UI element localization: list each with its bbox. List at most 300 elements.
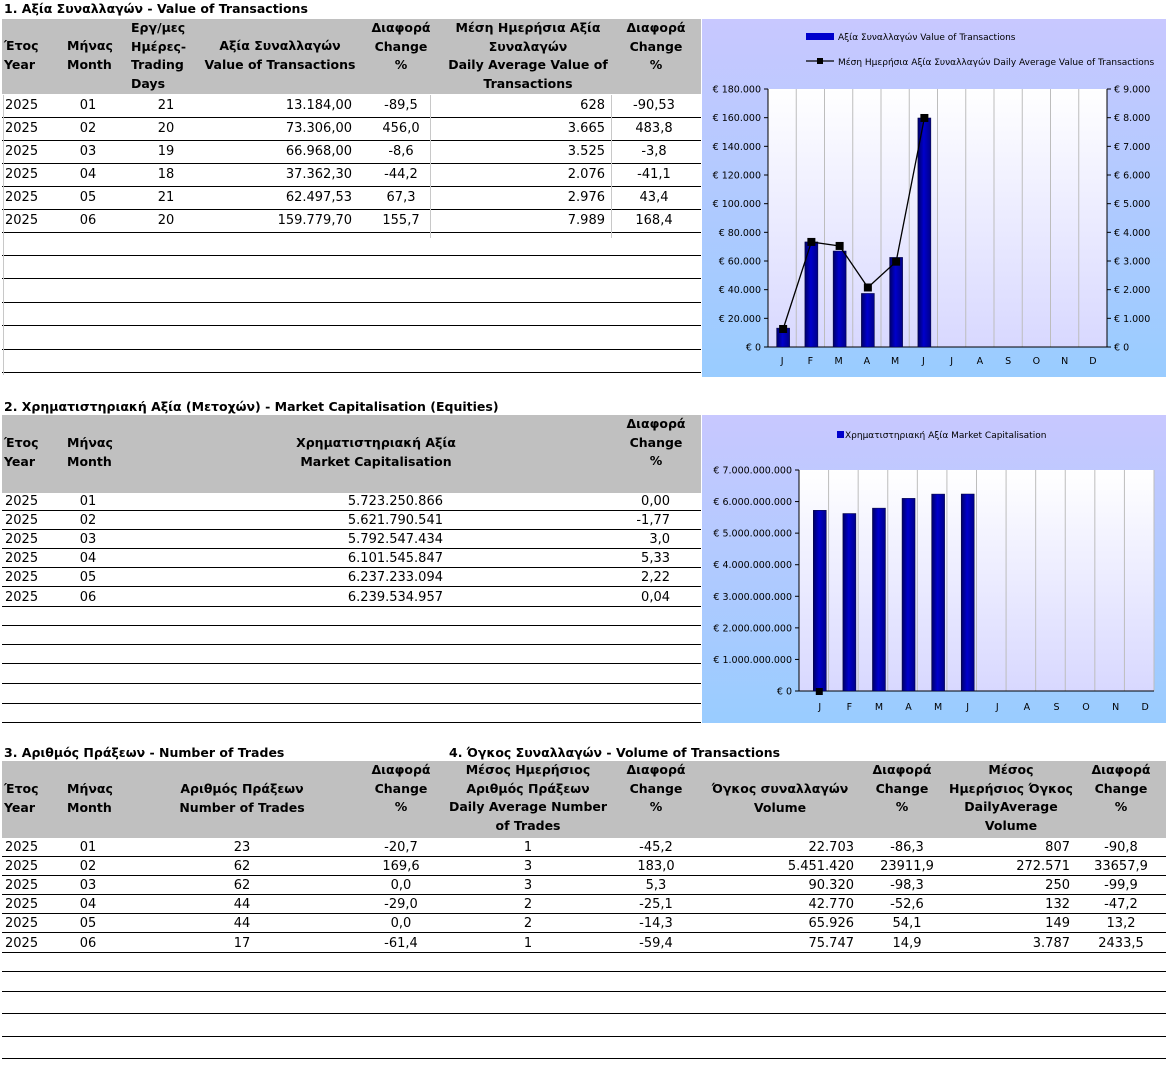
- table-row: [2, 549, 701, 568]
- legend-bar-swatch: [806, 33, 834, 40]
- market-cap-chart-svg: [702, 415, 1166, 723]
- y2-tick-label: € 0: [1114, 342, 1130, 354]
- cell-year: 2025: [5, 859, 39, 874]
- y-tick-label: € 3.000.000.000: [713, 591, 792, 603]
- table-row: [2, 568, 701, 587]
- header-change-line: Διαφορά: [371, 20, 431, 35]
- cell-month: 05: [79, 916, 97, 931]
- cell-month: 03: [79, 878, 97, 893]
- line-marker: [836, 242, 844, 250]
- cell-month: 01: [79, 840, 97, 855]
- cell-trades-change: -61,4: [384, 936, 418, 951]
- cell-daily-avg-volume-change: 2433,5: [1098, 936, 1144, 951]
- x-tick-label: D: [1141, 702, 1149, 713]
- cell-daily-average: 3.665: [567, 121, 605, 136]
- header-daily-average: [448, 19, 608, 93]
- cell-trading-days: 20: [157, 213, 175, 228]
- header-number-of-trades-line: Number of Trades: [179, 799, 305, 815]
- table-row: [2, 914, 1166, 933]
- bar: [918, 118, 931, 347]
- y-tick-label: € 160.000: [712, 113, 761, 125]
- bar: [813, 510, 826, 691]
- table-row: [2, 530, 701, 549]
- y2-tick-label: € 3.000: [1114, 256, 1151, 268]
- row-divider: [2, 683, 701, 684]
- cell-change: -44,2: [384, 167, 418, 182]
- row-divider: [2, 644, 701, 645]
- table-row: [2, 95, 701, 118]
- cell-trading-days: 20: [157, 121, 175, 136]
- cell-month: 02: [79, 513, 97, 528]
- y2-tick-label: € 5.000: [1114, 199, 1151, 211]
- header-month-line: Μήνας: [67, 38, 113, 53]
- cell-daily-avg-volume-change: -47,2: [1104, 897, 1138, 912]
- header-volume-change-line: Change: [875, 780, 929, 796]
- header-trading-days-line: Trading: [131, 57, 184, 72]
- row-divider: [2, 278, 701, 279]
- cell-daily-avg-volume-change: -90,8: [1104, 840, 1138, 855]
- row-divider: [2, 1036, 1166, 1037]
- row-divider: [2, 971, 1166, 972]
- cell-year: 2025: [5, 840, 39, 855]
- header-daily-avg-trades-change: [626, 761, 685, 817]
- line-marker: [779, 325, 787, 333]
- x-tick-label: J: [780, 356, 784, 367]
- header-daily-avg-volume-change-line: Change: [1094, 780, 1148, 796]
- cell-daily-avg-trades-change: 183,0: [637, 859, 675, 874]
- header-change-line: Διαφορά: [626, 416, 686, 431]
- x-tick-label: J: [950, 356, 954, 367]
- header-month-line: Μήνας: [67, 435, 113, 450]
- x-tick-label: O: [1082, 702, 1090, 713]
- y-tick-label: € 1.000.000.000: [713, 654, 792, 666]
- cell-daily-avg-volume: 272.571: [1016, 859, 1070, 874]
- column-separator: [430, 95, 431, 238]
- header-month: [67, 780, 113, 817]
- header-daily-avg-trades-change-line: Change: [629, 780, 683, 796]
- bar: [961, 494, 974, 691]
- cell-year: 2025: [5, 98, 39, 113]
- table-row: [2, 895, 1166, 914]
- cell-daily-avg-volume-change: 13,2: [1106, 916, 1136, 931]
- x-tick-label: A: [905, 702, 912, 713]
- header-change: [626, 415, 685, 471]
- legend-line-marker: [817, 58, 823, 64]
- row-divider: [2, 232, 701, 233]
- header-year-line: Year: [4, 56, 35, 72]
- header-daily-avg-volume-line: DailyAverage: [964, 799, 1058, 814]
- header-change-avg-line: Change: [629, 38, 683, 54]
- cell-daily-average: 628: [580, 98, 605, 113]
- y-tick-label: € 100.000: [712, 199, 761, 211]
- y-tick-label: € 60.000: [718, 256, 761, 268]
- bar: [872, 508, 885, 691]
- header-year-line: Year: [4, 799, 35, 815]
- x-tick-label: J: [818, 702, 822, 713]
- header-trading-days: [131, 19, 186, 93]
- market-cap-chart: [702, 415, 1166, 723]
- cell-daily-avg-trades: 2: [523, 897, 533, 912]
- x-tick-label: A: [976, 356, 984, 367]
- header-change: [371, 19, 430, 75]
- cell-trades: 62: [233, 878, 251, 893]
- header-daily-avg-volume-line: Volume: [984, 817, 1038, 833]
- cell-daily-avg-trades-change: 5,3: [645, 878, 667, 893]
- cell-volume: 65.926: [808, 916, 854, 931]
- header-daily-avg-trades: [449, 761, 607, 835]
- column-separator: [3, 95, 4, 375]
- header-daily-average-line: Μέση Ημερήσια Αξία: [455, 20, 601, 35]
- cell-year: 2025: [5, 167, 39, 182]
- y-tick-label: € 4.000.000.000: [713, 560, 792, 572]
- y-tick-label: € 20.000: [718, 313, 761, 325]
- header-volume: [712, 780, 848, 817]
- header-trades-change-line: Change: [374, 780, 428, 796]
- cell-trading-days: 19: [157, 144, 175, 159]
- cell-change-avg: 483,8: [635, 121, 673, 136]
- y2-tick-label: € 7.000: [1114, 141, 1151, 153]
- row-divider: [2, 325, 701, 326]
- cell-daily-avg-trades: 1: [523, 840, 533, 855]
- cell-change-avg: 168,4: [635, 213, 673, 228]
- cell-volume-change: 14,9: [892, 936, 922, 951]
- header-value-line: Αξία Συναλλαγών: [219, 38, 341, 53]
- header-change-avg: [626, 19, 685, 75]
- table-row: [2, 141, 701, 164]
- cell-change: 2,22: [641, 570, 670, 585]
- line-marker: [807, 238, 815, 246]
- row-divider: [2, 302, 701, 303]
- legend-line-label: Μέση Ημερήσια Αξία Συναλλαγών Daily Average Value of Transactions: [838, 58, 1155, 68]
- header-daily-average-line: Daily Average Value of: [448, 57, 608, 72]
- y2-tick-label: € 8.000: [1114, 113, 1151, 125]
- cell-daily-average: 3.525: [567, 144, 605, 159]
- cell-trades: 17: [233, 936, 251, 951]
- cell-trading-days: 18: [157, 167, 175, 182]
- x-tick-label: M: [874, 702, 884, 713]
- header-year-line: Έτος: [4, 38, 39, 53]
- cell-daily-avg-volume: 250: [1045, 878, 1070, 893]
- row-divider: [2, 952, 1166, 953]
- table-row: [2, 492, 701, 511]
- cell-volume-change: 54,1: [892, 916, 922, 931]
- header-month: [67, 434, 113, 471]
- y-tick-label: € 40.000: [718, 285, 761, 297]
- cell-month: 06: [79, 590, 97, 605]
- header-year: [4, 37, 39, 74]
- header-market-cap-line: Χρηματιστηριακή Αξία: [296, 435, 456, 450]
- cell-volume: 5.451.420: [787, 859, 854, 874]
- cell-change: 155,7: [382, 213, 420, 228]
- y-tick-label: € 120.000: [712, 170, 761, 182]
- cell-daily-avg-trades: 1: [523, 936, 533, 951]
- x-tick-label: J: [921, 356, 925, 367]
- header-volume-line: Όγκος συναλλαγών: [711, 781, 849, 796]
- cell-year: 2025: [5, 513, 39, 528]
- cell-trading-days: 21: [157, 190, 175, 205]
- row-divider: [2, 255, 701, 256]
- cell-daily-avg-volume: 132: [1045, 897, 1070, 912]
- cell-trades: 62: [233, 859, 251, 874]
- cell-year: 2025: [5, 213, 39, 228]
- table-row: [2, 210, 701, 233]
- x-tick-label: J: [966, 702, 970, 713]
- y2-tick-label: € 2.000: [1114, 285, 1151, 297]
- header-trading-days-line: Days: [131, 75, 166, 91]
- cell-daily-avg-trades: 3: [523, 859, 533, 874]
- y-tick-label: € 5.000.000.000: [713, 528, 792, 540]
- zero-marker: [816, 688, 823, 695]
- header-year-line: Έτος: [4, 781, 39, 796]
- header-daily-avg-volume-change-line: %: [1114, 799, 1128, 814]
- cell-volume-change: 23911,9: [880, 859, 934, 874]
- cell-daily-average: 2.976: [567, 190, 605, 205]
- table-row: [2, 118, 701, 141]
- y2-tick-label: € 9.000: [1114, 84, 1151, 96]
- header-year-line: Year: [4, 453, 35, 469]
- y-tick-label: € 0: [776, 686, 792, 698]
- cell-change: -1,77: [636, 513, 670, 528]
- bar: [833, 251, 846, 347]
- header-number-of-trades-line: Αριθμός Πράξεων: [180, 781, 304, 796]
- cell-daily-avg-trades-change: -45,2: [639, 840, 673, 855]
- cell-market-cap: 5.792.547.434: [347, 532, 443, 547]
- header-trades-change-line: Διαφορά: [371, 762, 431, 777]
- cell-change-avg: 43,4: [639, 190, 669, 205]
- cell-trades: 44: [233, 897, 251, 912]
- y-tick-label: € 80.000: [718, 227, 761, 239]
- cell-month: 03: [79, 532, 97, 547]
- header-market-cap: [296, 434, 456, 471]
- cell-year: 2025: [5, 936, 39, 951]
- y2-tick-label: € 1.000: [1114, 313, 1151, 325]
- line-marker: [892, 258, 900, 266]
- cell-month: 05: [79, 190, 97, 205]
- header-month: [67, 37, 113, 74]
- table-row: [2, 857, 1166, 876]
- cell-change: 0,00: [641, 494, 670, 509]
- row-divider: [2, 606, 701, 607]
- bar: [861, 293, 874, 347]
- cell-year: 2025: [5, 190, 39, 205]
- table-row: [2, 588, 701, 607]
- cell-daily-avg-volume-change: -99,9: [1104, 878, 1138, 893]
- cell-year: 2025: [5, 551, 39, 566]
- cell-volume: 75.747: [808, 936, 854, 951]
- table-row: [2, 164, 701, 187]
- cell-trades-change: 169,6: [382, 859, 420, 874]
- cell-daily-avg-volume: 3.787: [1032, 936, 1070, 951]
- header-daily-avg-trades-change-line: Διαφορά: [626, 762, 686, 777]
- header-change-line: %: [394, 57, 408, 72]
- cell-month: 03: [79, 144, 97, 159]
- header-change-line: Change: [629, 434, 683, 450]
- cell-change: 0,04: [641, 590, 670, 605]
- cell-change-avg: -41,1: [637, 167, 671, 182]
- cell-value: 73.306,00: [285, 121, 352, 136]
- header-month-line: Μήνας: [67, 781, 113, 796]
- header-trades-change-line: %: [394, 799, 408, 814]
- header-daily-avg-trades-line: of Trades: [495, 817, 561, 833]
- row-divider: [2, 722, 701, 723]
- cell-volume: 90.320: [808, 878, 854, 893]
- cell-market-cap: 6.239.534.957: [347, 590, 443, 605]
- header-daily-average-line: Συναλαγών: [488, 38, 568, 54]
- row-divider: [2, 1058, 1166, 1059]
- y2-tick-label: € 6.000: [1114, 170, 1151, 182]
- cell-month: 06: [79, 213, 97, 228]
- cell-change: 456,0: [382, 121, 420, 136]
- section2-title: 2. Χρηματιστηριακή Αξία (Μετοχών) - Market Capitalisation (Equities): [4, 399, 499, 414]
- cell-change-avg: -90,53: [633, 98, 675, 113]
- cell-trading-days: 21: [157, 98, 175, 113]
- header-daily-avg-volume-change: [1091, 761, 1150, 817]
- x-tick-label: J: [995, 702, 999, 713]
- header-change-avg-line: Διαφορά: [626, 20, 686, 35]
- header-number-of-trades: [179, 780, 304, 817]
- header-change-avg-line: %: [649, 57, 663, 72]
- cell-year: 2025: [5, 570, 39, 585]
- cell-trades-change: -20,7: [384, 840, 418, 855]
- header-daily-avg-trades-line: Μέσος Ημερήσιος: [465, 762, 591, 777]
- cell-year: 2025: [5, 144, 39, 159]
- value-of-transactions-chart: [702, 19, 1166, 377]
- cell-month: 01: [79, 494, 97, 509]
- header-daily-avg-volume: [949, 761, 1073, 835]
- header-year: [4, 434, 39, 471]
- x-tick-label: M: [934, 702, 943, 713]
- cell-year: 2025: [5, 121, 39, 136]
- cell-value: 62.497,53: [285, 190, 352, 205]
- cell-trades-change: 0,0: [390, 878, 412, 893]
- header-daily-avg-volume-line: Ημερήσιος Όγκος: [949, 780, 1073, 796]
- x-tick-label: N: [1061, 356, 1069, 367]
- header-month-line: Month: [67, 799, 112, 815]
- cell-month: 06: [79, 936, 97, 951]
- header-year: [4, 780, 39, 817]
- y-tick-label: € 0: [745, 342, 761, 354]
- x-tick-label: A: [1023, 702, 1031, 713]
- cell-market-cap: 6.237.233.094: [347, 570, 443, 585]
- cell-change-avg: -3,8: [641, 144, 667, 159]
- x-tick-label: O: [1032, 356, 1041, 367]
- cell-value: 13.184,00: [285, 98, 352, 113]
- cell-daily-average: 2.076: [567, 167, 605, 182]
- header-daily-avg-volume-line: Μέσος: [988, 762, 1034, 777]
- row-divider: [2, 1013, 1166, 1014]
- table-row: [2, 934, 1166, 953]
- header-trading-days-line: Ημέρες-: [131, 38, 187, 54]
- cell-daily-avg-trades: 3: [523, 878, 533, 893]
- cell-year: 2025: [5, 916, 39, 931]
- row-divider: [2, 703, 701, 704]
- header-trading-days-line: Εργ/μες: [131, 20, 186, 35]
- header-daily-average-line: Transactions: [483, 75, 573, 91]
- table-row: [2, 511, 701, 530]
- x-tick-label: F: [846, 702, 853, 713]
- legend-bar-label: Αξία Συναλλαγών Value of Transactions: [838, 33, 1016, 43]
- bar: [843, 514, 856, 691]
- row-divider: [2, 991, 1166, 992]
- cell-volume: 42.770: [808, 897, 854, 912]
- legend-bar-swatch: [837, 431, 844, 438]
- cell-trades-change: -29,0: [384, 897, 418, 912]
- cell-volume-change: -52,6: [890, 897, 924, 912]
- header-volume-line: Volume: [753, 799, 807, 815]
- header-daily-avg-trades-change-line: %: [649, 799, 663, 814]
- header-change-line: %: [649, 453, 663, 468]
- cell-daily-avg-trades-change: -14,3: [639, 916, 673, 931]
- bar: [890, 257, 903, 347]
- x-tick-label: S: [1053, 702, 1060, 713]
- cell-month: 04: [79, 167, 97, 182]
- cell-market-cap: 5.723.250.866: [347, 494, 443, 509]
- row-divider: [2, 372, 701, 373]
- section1-title: 1. Αξία Συναλλαγών - Value of Transactions: [4, 1, 308, 16]
- header-market-cap-line: Market Capitalisation: [300, 453, 452, 469]
- x-tick-label: M: [891, 356, 900, 367]
- cell-daily-avg-volume-change: 33657,9: [1094, 859, 1148, 874]
- column-separator: [611, 95, 612, 238]
- bar: [902, 498, 915, 691]
- section3-title: 3. Αριθμός Πράξεων - Number of Trades: [4, 745, 285, 760]
- header-daily-avg-trades-line: Αριθμός Πράξεων: [466, 780, 590, 796]
- cell-month: 02: [79, 121, 97, 136]
- header-year-line: Έτος: [4, 435, 39, 450]
- cell-volume-change: -86,3: [890, 840, 924, 855]
- header-daily-avg-trades-line: Daily Average Number: [448, 799, 608, 814]
- cell-value: 159.779,70: [277, 213, 352, 228]
- cell-year: 2025: [5, 590, 39, 605]
- cell-volume-change: -98,3: [890, 878, 924, 893]
- header-month-line: Month: [67, 453, 112, 469]
- cell-value: 37.362,30: [285, 167, 352, 182]
- cell-daily-avg-trades-change: -25,1: [639, 897, 673, 912]
- cell-month: 01: [79, 98, 97, 113]
- y-tick-label: € 7.000.000.000: [713, 465, 792, 477]
- table-row: [2, 876, 1166, 895]
- row-divider: [2, 663, 701, 664]
- cell-change: -8,6: [388, 144, 414, 159]
- cell-change: -89,5: [384, 98, 418, 113]
- x-tick-label: S: [1005, 356, 1012, 367]
- x-tick-label: F: [807, 356, 814, 367]
- header-value: [205, 37, 356, 74]
- cell-month: 04: [79, 551, 97, 566]
- header-value-line: Value of Transactions: [204, 56, 356, 72]
- y-tick-label: € 2.000.000.000: [713, 623, 792, 635]
- cell-daily-average: 7.989: [567, 213, 605, 228]
- header-change-line: Change: [374, 38, 428, 54]
- bar: [932, 494, 945, 691]
- value-of-transactions-chart-svg: [702, 19, 1166, 377]
- cell-year: 2025: [5, 878, 39, 893]
- legend-bar-label: Χρηματιστηριακή Αξία Market Capitalisation: [845, 431, 1047, 441]
- cell-market-cap: 6.101.545.847: [347, 551, 443, 566]
- cell-month: 05: [79, 570, 97, 585]
- x-tick-label: A: [863, 356, 871, 367]
- y-tick-label: € 180.000: [712, 84, 761, 96]
- cell-daily-avg-trades-change: -59,4: [639, 936, 673, 951]
- line-marker: [864, 283, 872, 291]
- cell-change: 67,3: [386, 190, 416, 205]
- header-volume-change-line: %: [895, 799, 909, 814]
- cell-daily-avg-trades: 2: [523, 916, 533, 931]
- cell-year: 2025: [5, 494, 39, 509]
- row-divider: [2, 932, 1166, 933]
- table-row: [2, 187, 701, 210]
- y-tick-label: € 140.000: [712, 141, 761, 153]
